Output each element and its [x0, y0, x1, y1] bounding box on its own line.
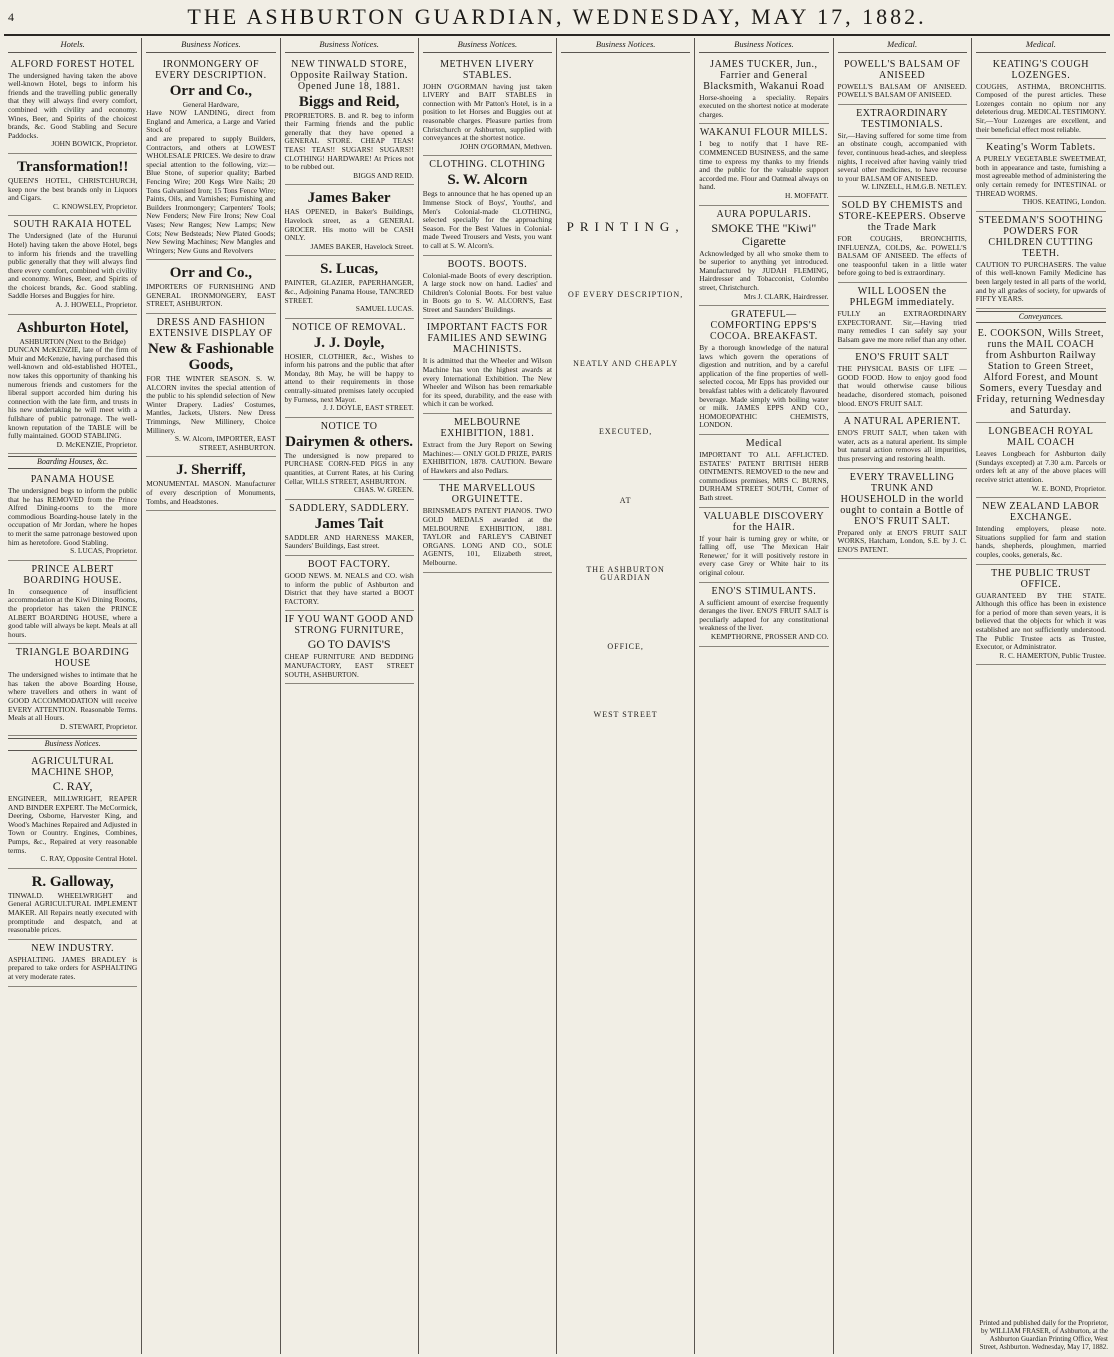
ad-title: THE PUBLIC TRUST OFFICE.: [991, 567, 1091, 590]
ad-title: SADDLERY, SADDLERY.: [289, 502, 410, 514]
advertisement: [285, 556, 414, 611]
printing-line: EXECUTED,: [599, 427, 653, 437]
advertisement: [699, 56, 828, 125]
ad-body: The undersigned having taken the above well-known Hotel, begs to inform his friends and the travelling public generally that they will always find every comfort, combined with civility and economy. Wines, Beer, and Spirits of the choicest brands, &c. Good Stabling and Secure Paddocks.: [8, 70, 138, 140]
ad-title: MELBOURNE EXHIBITION, 1881.: [440, 417, 535, 440]
section-heading: Conveyances.: [976, 311, 1106, 324]
advertisement: [838, 197, 967, 283]
ad-body: GUARANTEED BY THE STATE. Although this office has been in existence for a period of more than seven years, it is believed that the objects for which it was established are not sufficiently understood. The Public Trustee acts as Trustee, Executor, or Administrator.: [975, 590, 1106, 652]
ad-signature: W. LINZELL, H.M.G.B. NETLEY.: [861, 182, 967, 192]
ad-body: DUNCAN McKENZIE, late of the firm of Muir and McKenzie, having purchased this well-known and old-established HOTEL, now takes this opportunity of thanking his numerous friends and customers for the liberal support accorded him during his connection with the late firm, and trusts in his new undertaking he will meet with a fullshare of public patronage. The well-known reputation of the TABLE will be fully maintained. GOOD STABLING.: [8, 345, 138, 441]
printing-line: NEATLY AND CHEAPLY: [573, 358, 679, 368]
ad-body: Prepared only at ENO'S FRUIT SALT WORKS, Hatcham, London, S.E. by J. C. ENO'S PATENT.: [837, 527, 967, 554]
advertisement: [976, 56, 1106, 140]
ad-signature: BIGGS AND REID.: [353, 170, 414, 180]
ad-signature: D. STEWART, Proprietor.: [60, 721, 138, 731]
advertisement: [838, 469, 967, 560]
advertisement: [146, 56, 275, 261]
printing-word: PRINTING,: [566, 218, 685, 234]
printing-line: WEST STREET: [593, 710, 658, 720]
column-3: [281, 38, 419, 1354]
ad-title: NEW TINWALD STORE, Opposite Railway Station. Opened June 18, 1881.: [290, 58, 409, 92]
ad-body: The undersigned is now prepared to PURCHASE CORN-FED PIGS in any quantities, at Current Rates, at his Curing Cellar, WILLS STREET, ASHBURTON.: [284, 450, 414, 486]
ad-title: NEW INDUSTRY.: [31, 942, 115, 954]
advertisement: [838, 283, 967, 349]
ad-body: THE PHYSICAL BASIS OF LIFE — GOOD FOOD. How to enjoy good food that would otherwise cause bilious headache, disordered stomach, poisoned blood. ENO'S FRUIT SALT.: [837, 364, 967, 408]
ad-title: NOTICE OF REMOVAL.: [292, 321, 407, 333]
ad-body: The undersigned begs to inform the public that he has REMOVED from the Prince Alfred Dining-rooms to the more commodious Boarding-house lately in the occupation of Mr Jordan, where he hopes to merit the same patronage bestowed upon him as heretofore. Good Stabling.: [8, 485, 138, 547]
advertisement: [8, 315, 137, 455]
ad-body: GOOD NEWS. M. NEALS and CO. wish to inform the public of Ashburton and District that they have started a BOOT FACTORY.: [284, 571, 414, 606]
page-number: 4: [8, 10, 14, 24]
advertisement: [976, 498, 1106, 564]
ad-subtitle: General Hardware,: [182, 99, 239, 109]
ad-title: NEW ZEALAND LABOR EXCHANGE.: [982, 501, 1100, 524]
ad-title: STEEDMAN'S SOOTHING POWDERS FOR CHILDREN CUTTING TEETH.: [978, 214, 1104, 259]
ad-headline: Ashburton Hotel,: [16, 319, 129, 336]
printing-line: AT: [619, 495, 632, 505]
advertisement: [8, 216, 137, 314]
ad-title: ENO'S FRUIT SALT: [855, 352, 949, 364]
ad-body: Intending employers, please note. Situations supplied for farm and station hands, shepherds, ploughmen, married couples, cooks, generals, &c.: [975, 524, 1106, 560]
ad-body: It is admitted that the Wheeler and Wilson Machine has won the highest awards at every International Exhibition. The New Wheeler and Wilson has been remarkable for its speed, durability, and the ease with which it can be worked.: [422, 356, 552, 409]
ad-headline: Orr and Co.,: [169, 82, 252, 99]
advertisement: [699, 583, 828, 647]
advertisement: [423, 480, 552, 572]
ad-headline: James Baker: [307, 190, 391, 207]
ad-signature: W. E. BOND, Proprietor.: [1031, 483, 1106, 493]
section-heading: Boarding Houses, &c.: [8, 456, 137, 469]
ad-title: BOOT FACTORY.: [307, 559, 391, 570]
ad-headline: J. J. Doyle,: [313, 334, 385, 351]
ad-body: FOR COUGHS, BRONCHITIS, INFLUENZA, COLDS, &c. POWELL'S BALSAM OF ANISEED. The effects of one teaspoonful taken in a little water before going to bed is extraordinary.: [837, 233, 967, 278]
ad-signature: CHAS. W. GREEN.: [354, 485, 414, 495]
column-1: [4, 38, 142, 1354]
advertisement: [423, 256, 552, 320]
column-2: [142, 38, 280, 1354]
ad-signature: C. RAY, Opposite Central Hotel.: [40, 854, 138, 864]
column-heading: Hotels.: [8, 38, 137, 53]
ad-title: KEATING'S COUGH LOZENGES.: [992, 58, 1089, 81]
advertisement: [976, 212, 1106, 309]
ad-signature: JOHN BOWICK, Proprietor.: [51, 139, 138, 149]
ad-body: HAS OPENED, in Baker's Buildings, Havelock street, as a GENERAL GROCER. His motto will be CASH ONLY.: [284, 207, 414, 243]
ad-title: CLOTHING. CLOTHING: [429, 159, 546, 171]
ad-title: BOOTS. BOOTS.: [447, 258, 528, 270]
advertisement: [8, 869, 137, 940]
ad-body: A PURELY VEGETABLE SWEETMEAT, both in appearance and taste, furnishing a most agreeable method of administering the only certain remedy for INTESTINAL or THREAD WORMS.: [975, 154, 1106, 198]
ad-title: LONGBEACH ROYAL MAIL COACH: [988, 426, 1094, 449]
ad-title: EVERY TRAVELLING TRUNK AND HOUSEHOLD in the world ought to contain a Bottle of ENO'S FRUIT SALT.: [840, 471, 964, 527]
printing-line: OF EVERY DESCRIPTION,: [568, 290, 684, 300]
ad-title: JAMES TUCKER, Jun., Farrier and General Blacksmith, Wakanui Road: [703, 58, 825, 92]
column-7: [834, 38, 972, 1354]
ad-signature: THOS. KEATING, London.: [1022, 197, 1106, 207]
ad-body: IMPORTERS OF FURNISHING AND GENERAL IRONMONGERY, EAST STREET, ASHBURTON.: [146, 282, 276, 309]
ad-signature: J. J. DOYLE, EAST STREET.: [323, 403, 414, 413]
masthead: [0, 0, 1114, 34]
ad-body: BRINSMEAD'S PATENT PIANOS. TWO GOLD MEDALS awarded at the MELBOURNE EXHIBITION, 1881. TAYLOR and FARLEY'S CABINET ORGANS. LONG AND CO., SOLE AGENTS, 101, Elizabeth street, Melbourne.: [422, 506, 552, 567]
advertisement: [976, 139, 1106, 212]
ad-body: ASPHALTING. JAMES BRADLEY is prepared to take orders for ASPHALTING at very moderate rates.: [8, 954, 138, 981]
ad-body: MONUMENTAL MASON. Manufacturer of every description of Monuments, Tombs, and Headstones.: [146, 479, 276, 506]
ad-subtitle: ASHBURTON (Next to the Bridge): [19, 336, 126, 346]
ad-signature: KEMPTHORNE, PROSSER AND CO.: [710, 631, 829, 641]
column-heading: Business Notices.: [285, 38, 414, 53]
ad-body: Extract from the Jury Report on Sewing Machines:— ONLY GOLD PRIZE, PARIS EXHIBITION, 1878. CAUTION. Beware of Hawkers and also Pedlars.: [422, 440, 552, 475]
ad-signature: JAMES BAKER, Havelock Street.: [310, 241, 414, 251]
ad-signature: Mrs J. CLARK, Hairdresser.: [743, 291, 829, 301]
printing-notice: [561, 218, 690, 720]
ad-headline: New & Fashionable Goods,: [147, 341, 274, 374]
ad-body: COUGHS, ASTHMA, BRONCHITIS. Composed of the purest articles. These Lozenges contain no opium nor any deleterious drug. MEDICAL TESTIMONY. Sir,—Your Lozenges are excellent, and their beneficial effect most reliable.: [975, 81, 1106, 134]
ad-title: IRONMONGERY OF EVERY DESCRIPTION.: [155, 58, 267, 81]
ad-body: In consequence of insufficient accommodation at the Kiwi Dining Rooms, the proprietor has taken the PRINCE ALBERT BOARDING HOUSE, where a good table will always be kept. Meals at all hours.: [8, 586, 138, 639]
advertisement: [976, 325, 1106, 423]
advertisement: [8, 154, 137, 216]
ad-title: DRESS AND FASHION EXTENSIVE DISPLAY OF: [149, 317, 273, 340]
ad-body: JOHN O'GORMAN having just taken LIVERY and BAIT STABLES in connection with Mr Patton's Hotel, is in a position to let Horses and Buggies out at reasonable charges. Pleasure parties from Christchurch or Ashburton, supplied with conveyances at the shortest notice.: [422, 81, 552, 143]
ad-title: ENO'S STIMULANTS.: [711, 585, 817, 597]
ad-body: CHEAP FURNITURE AND BEDDING MANUFACTORY, EAST STREET SOUTH, ASHBURTON.: [284, 652, 414, 679]
ad-body: Acknowledged by all who smoke them to be superior to anything yet introduced. Manufactured by JUDAH FLEMING, Hairdresser and Tobacconist, Colombo street, Christchurch.: [699, 248, 829, 292]
ad-headline: S. W. Alcorn: [447, 172, 528, 189]
advertisement: [699, 306, 828, 435]
column-heading: Business Notices.: [699, 38, 828, 53]
ad-body: Horse-shoeing a speciality. Repairs executed on the shortest notice at moderate charges.: [699, 92, 829, 119]
ad-body: If your hair is turning grey or white, or falling off, use 'The Mexican Hair Renewer,' for it will positively restore in every case Grey or White hair to its original colour.: [699, 533, 829, 577]
ad-body: CAUTION TO PURCHASERS. The value of this well-known Family Medicine has been largely tested in all parts of the world, and by all grades of society, for upwards of FIFTY YEARS.: [975, 259, 1106, 304]
ad-body: SADDLER AND HARNESS MAKER, Saunders' Buildings, East street.: [284, 532, 414, 551]
advertisement: [285, 185, 414, 256]
ad-signature: H. MOFFATT.: [785, 190, 829, 200]
advertisement: [146, 457, 275, 511]
ad-title: WILL LOOSEN the PHLEGM immediately.: [849, 285, 955, 308]
ad-title: PRINCE ALBERT BOARDING HOUSE.: [23, 563, 122, 586]
ad-title: PANAMA HOUSE: [30, 473, 115, 485]
ad-body: TINWALD. WHEELWRIGHT and General AGRICULTURAL IMPLEMENT MAKER. All Repairs neatly executed with promptitude and despatch, and at reasonable prices.: [8, 890, 138, 935]
advertisement: [699, 435, 828, 508]
advertisement: [838, 56, 967, 105]
ad-signature: S. W. Alcorn, IMPORTER, EAST STREET, ASHBURTON.: [174, 434, 276, 452]
ad-headline: Transformation!!: [16, 158, 129, 175]
ad-body: Colonial-made Boots of every description. A large stock now on hand. Ladies' and Children's Colonial Boots. For best value in Boots go to S. W. ALCORN'S, East Street and Saunders' Buildings.: [422, 270, 552, 314]
advertisement: [699, 206, 828, 307]
newspaper-title: THE ASHBURTON GUARDIAN, WEDNESDAY, MAY 17, 1882.: [187, 4, 927, 29]
column-heading: Business Notices.: [146, 38, 275, 53]
advertisement: [699, 124, 828, 205]
advertisement: [8, 644, 137, 736]
ad-body: The Undersigned (late of the Hurunui Hotel) having taken the above Hotel, begs to inform his friends and the travelling public generally that they will always find there every comfort, combined with civility and economy. Wines, Beer, and Spirits of the choicest brands, &c. Good stabling. Saddle Horses and Buggies for hire.: [8, 231, 138, 301]
newspaper-columns: [4, 38, 1110, 1354]
advertisement: [8, 56, 137, 154]
advertisement: [8, 471, 137, 561]
ad-signature: SAMUEL LUCAS.: [355, 304, 414, 314]
ad-body: ENGINEER, MILLWRIGHT, REAPER AND BINDER EXPERT. The McCormick, Deering, Osborne, Harvester King, and Wood's Machines Repaired and Adjusted in Town or Country. Engines, Combines, Pumps, &c., Repaired at very reasonable terms.: [8, 794, 138, 855]
advertisement: [285, 256, 414, 318]
ad-body: Leaves Longbeach for Ashburton daily (Sundays excepted) at 7.30 a.m. Parcels or orders left at any of the above places will receive strict attention.: [975, 449, 1106, 485]
ad-body: Have NOW LANDING, direct from England and America, a Large and Varied Stock of: [146, 108, 276, 135]
ad-body: I beg to notify that I have RE-COMMENCED BUSINESS, and the same time to express my thanks to my friends and the public for the valuable support accorded me. Flour and Oatmeal always on hand.: [699, 139, 829, 192]
ad-title: IF YOU WANT GOOD AND STRONG FURNITURE,: [284, 614, 414, 637]
ad-body: and are prepared to supply Builders, Contractors, and others at LOWEST WHOLESALE PRICES. We desire to draw special attention to the following, viz:— Blue Stone, of superior quality; Barbed Fencing Wire; 200 Kegs Wire Nails; 20 Tons Galvanised Iron; 15 Tons Fence Wire; Paints, Oils, and Varnishes; Furnishing and Builders Ironmongery; Carpenters' Tools; New Fenders; New Fire Irons; New Coal Vases; New Ranges; New Lamps; New Cots; New Bedsteads; New Plated Goods; New Sewing Machines; New Mangles and Wringers; New Guns and Revolvers: [146, 133, 276, 255]
ad-body: PAINTER, GLAZIER, PAPERHANGER, &c., Adjoining Panama House, TANCRED STREET.: [284, 278, 414, 305]
ad-body: Begs to announce that he has opened up an Immense Stock of Boys', Youths', and Men's Colonial-made CLOTHING, selected specially for the approaching Season. For the Best Values in Colonial-made Tweed Trousers and Vests, you want to call at S. W. Alcorn's.: [422, 189, 552, 250]
ad-body: By a thorough knowledge of the natural laws which govern the operations of digestion and nutrition, and by a careful application of the fine properties of well-selected cocoa, Mr Epps has provided our breakfast tables with a delicately flavoured beverage. Made simply with boiling water or milk. JAMES EPPS AND CO., HOMOEOPATHIC CHEMISTS, LONDON.: [699, 343, 829, 430]
ad-title: Medical: [745, 438, 782, 450]
advertisement: [285, 611, 414, 684]
advertisement: [8, 753, 137, 869]
ad-title: SOUTH RAKAIA HOTEL: [13, 219, 132, 231]
ad-subheadline: C. RAY,: [52, 779, 93, 794]
ad-title: THE MARVELLOUS ORGUINETTE.: [439, 483, 536, 506]
advertisement: [8, 940, 137, 987]
ad-title: A NATURAL APERIENT.: [843, 416, 961, 428]
ad-body: PROPRIETORS. B. and R. beg to inform their Farming friends and the public generally that they have opened a GENERAL STORE. CHEAP TEAS! TEAS! TEAS!! SUGARS! SUGARS!! CLOTHING! HARDWARE! At Prices not to be rubbed out.: [284, 110, 414, 172]
advertisement: [423, 414, 552, 480]
ad-headline: Orr and Co.,: [169, 265, 252, 282]
column-5: [557, 38, 695, 1354]
ad-signature: JOHN O'GORMAN, Methven.: [459, 141, 552, 151]
column-heading: Business Notices.: [423, 38, 552, 53]
advertisement: [976, 423, 1106, 498]
ad-body: The undersigned wishes to intimate that he has taken the above Boarding House, where travellers and others in want of GOOD ACCOMMODATION will receive EVERY ATTENTION. Reasonable Terms. Meals at all Hours.: [8, 670, 138, 723]
ad-signature: R. C. HAMERTON, Public Trustee.: [999, 650, 1106, 660]
ad-headline: Dairymen & others.: [285, 433, 414, 450]
ad-title: AGRICULTURAL MACHINE SHOP,: [31, 756, 115, 779]
ad-headline: J. Sherriff,: [176, 462, 246, 479]
ad-body: HOSIER, CLOTHIER, &c., Wishes to inform his patrons and the public that after Monday, 8th May, he will be happy to attend to their requirements in those centrally-situated premises lately occupied by Furness, next Mayor.: [284, 351, 414, 404]
advertisement: [976, 565, 1106, 666]
ad-title: METHVEN LIVERY STABLES.: [440, 58, 535, 81]
advertisement: [423, 56, 552, 157]
advertisement: [699, 508, 828, 583]
advertisement: [838, 105, 967, 197]
ad-headline: Biggs and Reid,: [298, 93, 400, 110]
ad-signature: S. LUCAS, Proprietor.: [70, 546, 138, 556]
ad-title: NOTICE TO: [320, 420, 378, 432]
ad-title: VALUABLE DISCOVERY for the HAIR.: [703, 510, 825, 533]
ad-body: FULLY an EXTRAORDINARY EXPECTORANT. Sir,—Having tried many remedies I can safely say your Balsam gave me more relief than any other.: [837, 308, 967, 344]
masthead-rule: [4, 34, 1110, 36]
ad-signature: D. McKENZIE, Proprietor.: [56, 439, 138, 449]
advertisement: [285, 56, 414, 186]
ad-headline: R. Galloway,: [31, 873, 114, 890]
ad-title: E. COOKSON, Wills Street, runs the MAIL COACH from Ashburton Railway Station to Green Street, Alford Forest, and Mount Somers, every Tuesday and Friday, returning Wednesday and Saturday.: [976, 328, 1106, 417]
ad-headline: S. Lucas,: [320, 261, 379, 278]
ad-body: Sir,—Having suffered for some time from an obstinate cough, accompanied with fever, continuous head-aches, and sleepless nights, I received after having vainly tried several other medicines, to have recourse to your BALSAM OF ANISEED.: [837, 130, 967, 183]
advertisement: [146, 314, 275, 457]
ad-title: TRIANGLE BOARDING HOUSE: [15, 647, 130, 670]
ad-body: ENO'S FRUIT SALT, when taken with water, acts as a natural aperient. Its simple but natural action removes all impurities, thus preserving and restoring health.: [837, 428, 967, 464]
column-heading: Medical.: [838, 38, 967, 53]
ad-title: AURA POPULARIS.: [716, 208, 812, 220]
ad-body: FOR THE WINTER SEASON. S. W. ALCORN invites the special attention of the public to his splendid selection of New Winter Drapery. Ladies' Costumes, Mantles, Jackets, Ulsters. New Dress Trimmings, New Millinery, Choice Millinery.: [146, 374, 276, 435]
advertisement: [285, 418, 414, 500]
advertisement: [423, 319, 552, 414]
advertisement: [838, 349, 967, 413]
ad-title: Keating's Worm Tablets.: [986, 142, 1096, 154]
ad-title: GRATEFUL—COMFORTING EPPS'S COCOA. BREAKFAST.: [709, 309, 818, 343]
ad-title: ALFORD FOREST HOTEL: [10, 58, 135, 70]
ad-body: POWELL'S BALSAM OF ANISEED. POWELL'S BALSAM OF ANISEED.: [837, 81, 967, 100]
column-heading: Business Notices.: [561, 38, 690, 53]
imprint-footer: Printed and published daily for the Proprietor, by WILLIAM FRASER, of Ashburton, at the Ashburton Guardian Printing Office, West Street, Ashburton. Wednesday, May 17, 1882.: [979, 1319, 1108, 1351]
column-4: [419, 38, 557, 1354]
advertisement: [285, 500, 414, 556]
ad-subheadline: SMOKE THE "Kiwi" Cigarette: [711, 220, 817, 248]
advertisement: [423, 156, 552, 255]
ad-body: A sufficient amount of exercise frequently deranges the liver. ENO'S FRUIT SALT is peculiarly adapted for any constitutional weakness of the liver.: [699, 597, 829, 633]
printing-line: OFFICE,: [607, 641, 644, 651]
advertisement: [8, 561, 137, 645]
ad-headline: James Tait: [314, 515, 384, 532]
ad-title: POWELL'S BALSAM OF ANISEED: [843, 58, 961, 81]
ad-title: EXTRAORDINARY TESTIMONIALS.: [856, 107, 949, 130]
advertisement: [838, 413, 967, 468]
advertisement: [146, 260, 275, 314]
column-6: [695, 38, 833, 1354]
ad-title: WAKANUI FLOUR MILLS.: [699, 127, 828, 139]
ad-title: IMPORTANT FACTS FOR FAMILIES AND SEWING MACHINISTS.: [426, 322, 548, 356]
ad-body: IMPORTANT TO ALL AFFLICTED. ESTATES' PATENT BRITISH HERB OINTMENTS. REMOVED to the new and commodious premises, MRS C. BURNS, DURHAM STREET SOUTH, Corner of Bath street.: [699, 450, 829, 502]
ad-subheadline: GO TO DAVIS'S: [307, 637, 391, 652]
ad-title: SOLD BY CHEMISTS and STORE-KEEPERS. Observe the Trade Mark: [838, 199, 966, 233]
advertisement: [285, 319, 414, 418]
column-heading: Medical.: [976, 38, 1106, 53]
ad-body: QUEEN'S HOTEL, CHRISTCHURCH, keep now the best brands only in Liquors and Cigars.: [8, 175, 138, 203]
column-8: [972, 38, 1110, 1354]
ad-signature: A. J. HOWELL, Proprietor.: [55, 300, 138, 310]
ad-signature: C. KNOWSLEY, Proprietor.: [53, 201, 138, 211]
printing-line: THE ASHBURTON GUARDIAN: [586, 564, 665, 583]
section-heading: Business Notices.: [8, 738, 137, 751]
